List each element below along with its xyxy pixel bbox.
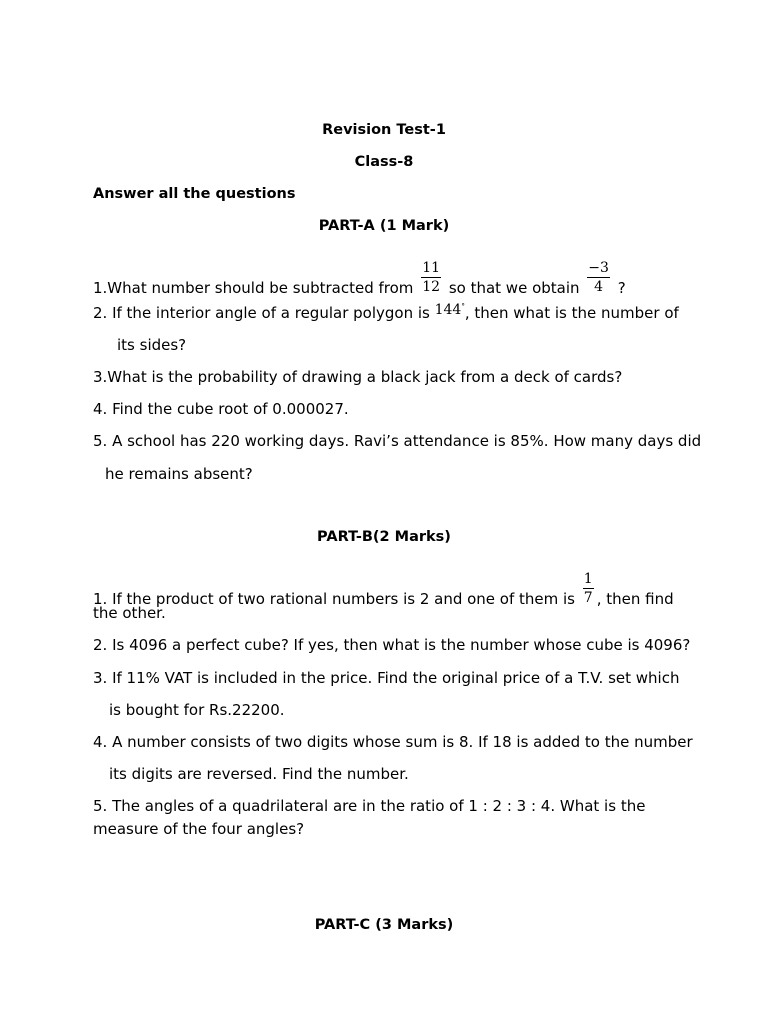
- fraction-numerator: 1: [583, 571, 593, 587]
- question-text: , then what is the number of: [464, 304, 679, 322]
- fraction-denominator: 4: [594, 279, 604, 295]
- part-a-question-4: 4. Find the cube root of 0.000027.: [93, 400, 349, 418]
- part-b-heading: PART-B(2 Marks): [317, 529, 451, 545]
- question-text: so that we obtain: [448, 279, 580, 297]
- question-text: ?: [617, 279, 626, 297]
- part-a-question-1: [93, 260, 626, 306]
- angle-value: [435, 302, 465, 318]
- part-a-question-3: 3.What is the probability of drawing a black jack from a deck of cards?: [93, 368, 623, 386]
- part-b-question-5: 5. The angles of a quadrilateral are in the ratio of 1 : 2 : 3 : 4. What is the: [93, 797, 646, 815]
- part-b-question-4-continuation: its digits are reversed. Find the number.: [109, 765, 409, 783]
- fraction-denominator: 7: [583, 590, 593, 606]
- fraction-one-seventh: [583, 571, 594, 606]
- angle-number: 144: [434, 302, 462, 318]
- question-text: , then find: [596, 590, 674, 608]
- part-b-question-5-continuation: measure of the four angles?: [93, 820, 305, 838]
- part-b-question-1-continuation: the other.: [93, 604, 166, 622]
- part-a-question-2-continuation: its sides?: [117, 336, 187, 354]
- part-c-heading: PART-C (3 Marks): [314, 917, 454, 933]
- part-a-question-2: [93, 304, 679, 322]
- question-text: 2. If the interior angle of a regular polygon is: [93, 304, 430, 322]
- question-text: 1. If the product of two rational numbers is 2 and one of them is: [93, 590, 575, 608]
- test-title: Revision Test-1: [322, 122, 446, 138]
- part-b-question-4: 4. A number consists of two digits whose sum is 8. If 18 is added to the number: [93, 733, 693, 751]
- fraction-numerator: −3: [588, 260, 609, 276]
- instruction-text: Answer all the questions: [93, 186, 296, 202]
- fraction-minus-three-fourths: [587, 260, 610, 295]
- fraction-eleven-twelfths: [421, 260, 441, 295]
- fraction-numerator: 11: [422, 260, 441, 276]
- part-a-question-5: 5. A school has 220 working days. Ravi’s attendance is 85%. How many days did: [93, 432, 702, 450]
- class-label: Class-8: [354, 154, 414, 170]
- fraction-denominator: 12: [422, 279, 441, 295]
- part-b-question-3-continuation: is bought for Rs.22200.: [109, 701, 285, 719]
- part-a-heading: PART-A (1 Mark): [318, 218, 450, 234]
- part-a-question-5-continuation: he remains absent?: [105, 465, 253, 483]
- part-b-question-3: 3. If 11% VAT is included in the price. Find the original price of a T.V. set which: [93, 669, 680, 687]
- question-text: 1.What number should be subtracted from: [93, 279, 414, 297]
- degree-symbol: °: [461, 302, 465, 311]
- part-b-question-1: [93, 571, 674, 617]
- part-b-question-2: 2. Is 4096 a perfect cube? If yes, then what is the number whose cube is 4096?: [93, 636, 691, 654]
